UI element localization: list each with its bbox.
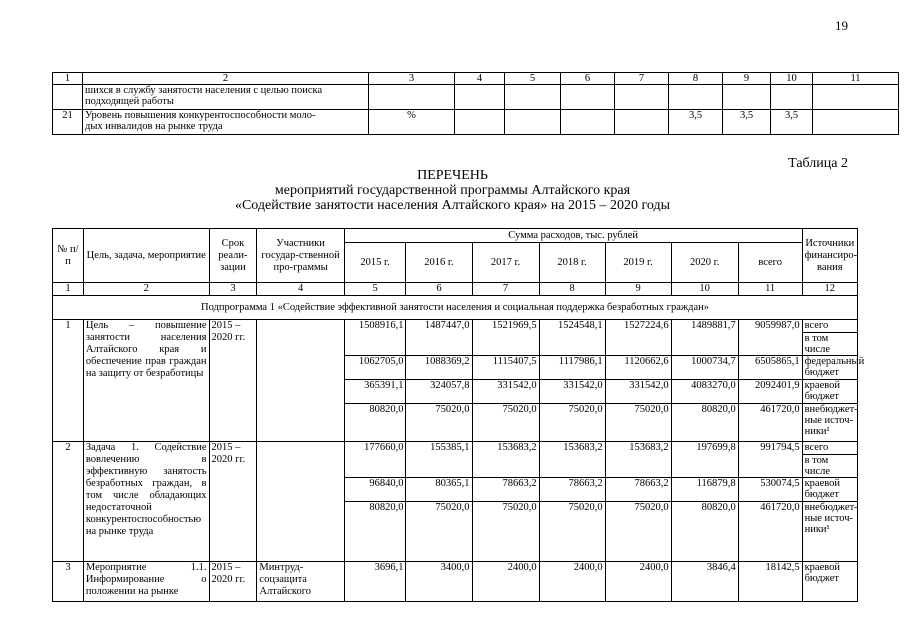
column-number-row xyxy=(53,283,858,296)
col-number: 6 xyxy=(406,283,472,296)
col-number: 11 xyxy=(738,283,802,296)
header-year: 2019 г. xyxy=(605,243,671,283)
value-2020: 3,5 xyxy=(771,110,813,135)
col-number: 1 xyxy=(53,73,83,85)
value-cell: 18142,5 xyxy=(738,562,802,602)
indicator-text-line: шихся в службу занятости населения с целью поиска xyxy=(85,85,323,96)
value-cell: 75020,0 xyxy=(605,404,671,442)
col-number: 7 xyxy=(615,73,669,85)
indicator-text-line: дых инвалидов на рынке труда xyxy=(85,121,223,132)
source-cell: федеральный бюджет xyxy=(802,356,857,380)
value-cell: 331542,0 xyxy=(472,380,539,404)
value-cell: 1524548,1 xyxy=(539,320,605,333)
value-cell: 75020,0 xyxy=(539,502,605,562)
value-cell: 75020,0 xyxy=(539,404,605,442)
value-cell: 530074,5 xyxy=(738,478,802,502)
table-row xyxy=(53,320,858,333)
title-line-2: мероприятий государственной программы Алтайского края xyxy=(274,183,631,198)
measure-term: 2015 – 2020 гг. xyxy=(209,442,257,562)
column-number-row xyxy=(53,73,899,85)
row-number: 21 xyxy=(53,110,83,135)
table-row xyxy=(53,85,899,110)
value-cell: 3696,1 xyxy=(344,562,406,602)
value-cell: 78663,2 xyxy=(539,478,605,502)
value-cell: 9059987,0 xyxy=(738,320,802,333)
measure-participants xyxy=(257,442,344,562)
title-line-3: «Содействие занятости населения Алтайского края» на 2015 – 2020 годы xyxy=(234,198,671,213)
value-cell: 1508916,1 xyxy=(344,320,406,333)
value-cell: 461720,0 xyxy=(738,404,802,442)
header-row xyxy=(53,229,858,243)
value-cell: 75020,0 xyxy=(472,404,539,442)
value-cell: 177660,0 xyxy=(344,442,406,455)
value-2018: 3,5 xyxy=(669,110,723,135)
col-number: 2 xyxy=(83,73,369,85)
header-year: 2015 г. xyxy=(344,243,406,283)
value-cell: 75020,0 xyxy=(406,404,472,442)
value-cell: 365391,1 xyxy=(344,380,406,404)
value-cell: 2400,0 xyxy=(605,562,671,602)
measure-text: Цель – повышение занятости населения Алтайского края и обеспечение прав граждан на защиту от безработицы xyxy=(83,320,209,442)
header-goal: Цель, задача, мероприятие xyxy=(83,229,209,283)
header-year: 2016 г. xyxy=(406,243,472,283)
source-cell: в том числе xyxy=(802,455,857,478)
value-cell: 1527224,6 xyxy=(605,320,671,333)
table-row xyxy=(53,110,899,135)
value-cell: 331542,0 xyxy=(605,380,671,404)
indicator-description xyxy=(83,110,369,135)
source-cell: всего xyxy=(802,320,857,333)
header-participants: Участники государ-ственной про-граммы xyxy=(257,229,344,283)
value-cell: 1117986,1 xyxy=(539,356,605,380)
col-number: 6 xyxy=(561,73,615,85)
value-cell: 461720,0 xyxy=(738,502,802,562)
value-cell: 324057,8 xyxy=(406,380,472,404)
source-cell: краевой бюджет xyxy=(802,562,857,602)
col-number: 8 xyxy=(669,73,723,85)
col-number: 12 xyxy=(802,283,857,296)
subprogram-row xyxy=(53,296,858,320)
value-cell: 1062705,0 xyxy=(344,356,406,380)
value-cell: 2400,0 xyxy=(472,562,539,602)
source-cell: краевой бюджет xyxy=(802,478,857,502)
measure-term: 2015 – 2020 гг. xyxy=(209,562,257,602)
value-cell: 80365,1 xyxy=(406,478,472,502)
value-cell: 3400,0 xyxy=(406,562,472,602)
table-row xyxy=(53,442,858,455)
measure-participants: Минтруд-соцзащита Алтайского xyxy=(257,562,344,602)
header-year: 2018 г. xyxy=(539,243,605,283)
value-cell: 153683,2 xyxy=(539,442,605,455)
value-cell: 78663,2 xyxy=(605,478,671,502)
header-sources: Источники финансиро-вания xyxy=(802,229,857,283)
value-cell: 331542,0 xyxy=(539,380,605,404)
value-cell: 2092401,9 xyxy=(738,380,802,404)
value-cell: 991794,5 xyxy=(738,442,802,455)
value-cell: 80820,0 xyxy=(344,502,406,562)
value-cell: 80820,0 xyxy=(671,502,738,562)
document-title xyxy=(0,168,905,213)
value-cell: 153683,2 xyxy=(605,442,671,455)
row-number: 2 xyxy=(53,442,84,562)
value-cell: 75020,0 xyxy=(406,502,472,562)
col-number: 10 xyxy=(671,283,738,296)
page-number: 19 xyxy=(835,18,848,33)
value-cell: 6505865,1 xyxy=(738,356,802,380)
unit-cell: % xyxy=(369,110,455,135)
value-cell: 80820,0 xyxy=(671,404,738,442)
col-number: 11 xyxy=(813,73,899,85)
col-number: 5 xyxy=(344,283,406,296)
header-total: всего xyxy=(738,243,802,283)
value-cell: 1000734,7 xyxy=(671,356,738,380)
col-number: 5 xyxy=(505,73,561,85)
title-line-1: ПЕРЕЧЕНЬ xyxy=(417,168,488,183)
value-cell: 1487447,0 xyxy=(406,320,472,333)
value-cell: 2400,0 xyxy=(539,562,605,602)
col-number: 7 xyxy=(472,283,539,296)
value-cell: 1489881,7 xyxy=(671,320,738,333)
row-number: 1 xyxy=(53,320,84,442)
col-number: 8 xyxy=(539,283,605,296)
indicator-description xyxy=(83,85,369,110)
value-cell: 155385,1 xyxy=(406,442,472,455)
source-cell: в том числе xyxy=(802,333,857,356)
col-number: 2 xyxy=(83,283,209,296)
measure-text: Мероприятие 1.1. Информирование о положении на рынке xyxy=(83,562,209,602)
source-cell: внебюджет-ные источ-ники¹ xyxy=(802,404,857,442)
value-cell: 78663,2 xyxy=(472,478,539,502)
value-cell: 4083270,0 xyxy=(671,380,738,404)
col-number: 9 xyxy=(723,73,771,85)
col-number: 3 xyxy=(209,283,257,296)
header-term: Срок реали-зации xyxy=(209,229,257,283)
value-cell: 1521969,5 xyxy=(472,320,539,333)
value-cell: 116879,8 xyxy=(671,478,738,502)
measures-table xyxy=(52,228,865,602)
value-cell: 1115407,5 xyxy=(472,356,539,380)
value-2019: 3,5 xyxy=(723,110,771,135)
source-cell: внебюджет-ные источ-ники¹ xyxy=(802,502,857,562)
col-number: 3 xyxy=(369,73,455,85)
indicator-text-line: Уровень повышения конкурентоспособности моло- xyxy=(85,110,316,121)
value-cell: 197699,8 xyxy=(671,442,738,455)
measure-participants xyxy=(257,320,344,442)
value-cell: 1120662,6 xyxy=(605,356,671,380)
subprogram-title: Подпрограмма 1 «Содействие эффективной занятости населения и социальная поддержка безработных граждан» xyxy=(53,296,858,320)
table-label: Таблица 2 xyxy=(788,156,848,171)
indicators-table-continuation xyxy=(52,72,899,135)
table-row xyxy=(53,562,858,602)
row-number: 3 xyxy=(53,562,84,602)
source-cell: краевой бюджет xyxy=(802,380,857,404)
col-number: 9 xyxy=(605,283,671,296)
source-cell: всего xyxy=(802,442,857,455)
value-cell: 3846,4 xyxy=(671,562,738,602)
col-number: 4 xyxy=(455,73,505,85)
value-cell: 153683,2 xyxy=(472,442,539,455)
measure-term: 2015 – 2020 гг. xyxy=(209,320,257,442)
header-year: 2017 г. xyxy=(472,243,539,283)
header-year: 2020 г. xyxy=(671,243,738,283)
value-cell: 75020,0 xyxy=(472,502,539,562)
value-cell: 1088369,2 xyxy=(406,356,472,380)
col-number: 4 xyxy=(257,283,344,296)
value-cell: 96840,0 xyxy=(344,478,406,502)
col-number: 1 xyxy=(53,283,84,296)
indicator-text-line: подходящей работы xyxy=(85,96,174,107)
value-cell: 75020,0 xyxy=(605,502,671,562)
value-cell: 80820,0 xyxy=(344,404,406,442)
measure-text: Задача 1. Содействие вовлечению в эффективную занятость безработных граждан, в том числе обладающих недостаточной конкурентоспособностью на рынке труда xyxy=(83,442,209,562)
header-sum: Сумма расходов, тыс. рублей xyxy=(344,229,802,243)
col-number: 10 xyxy=(771,73,813,85)
header-num: № п/п xyxy=(53,229,84,283)
